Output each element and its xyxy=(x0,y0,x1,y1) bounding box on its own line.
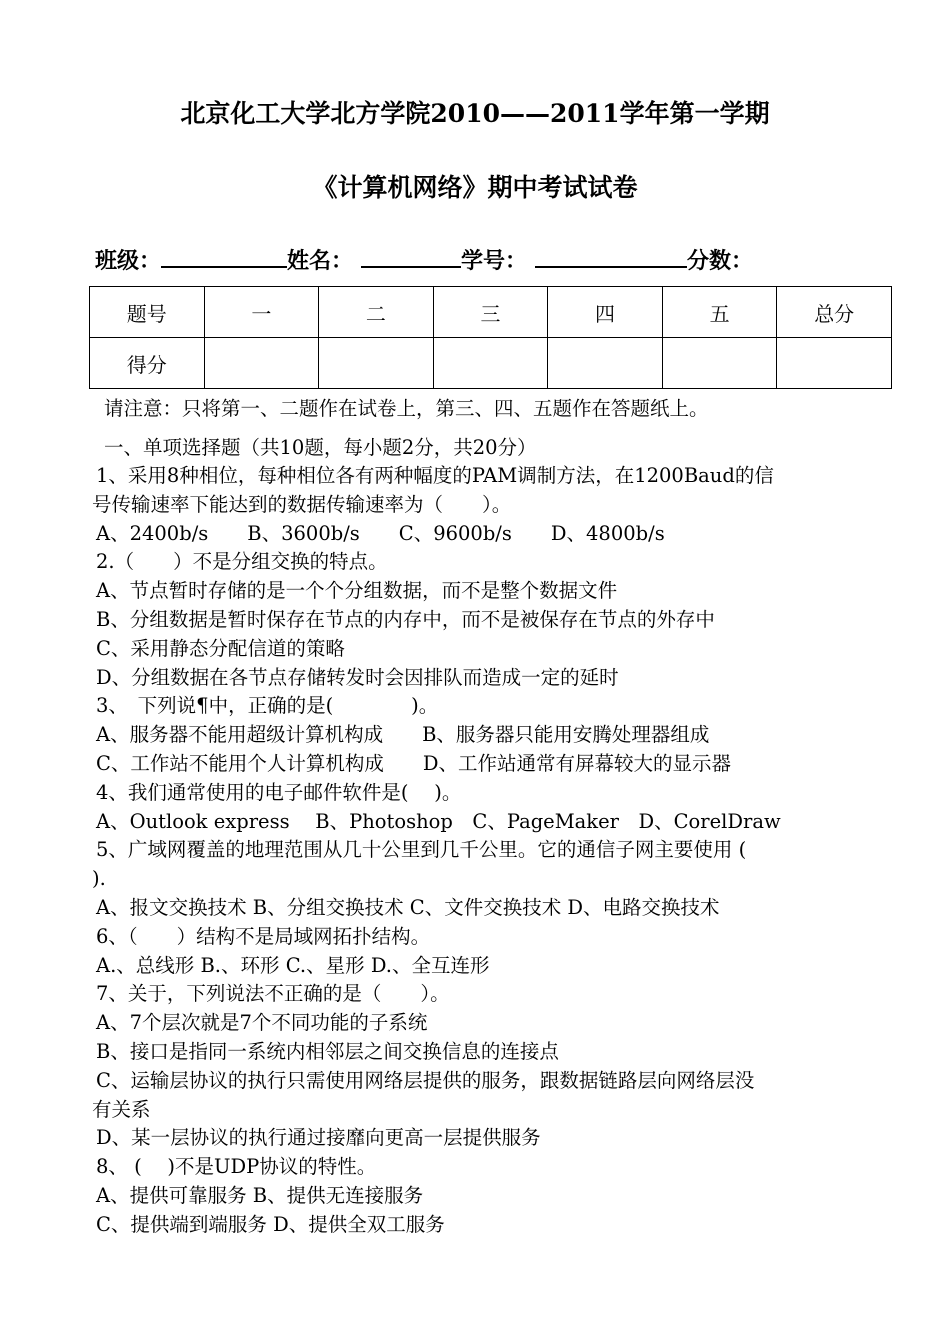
score-input-cell[interactable] xyxy=(662,338,777,389)
question-line: B、分组数据是暂时保存在节点的内存中，而不是被保存在节点的外存中 xyxy=(96,608,715,631)
question-line: A.、总线形 B.、环形 C.、星形 D.、全互连形 xyxy=(96,953,490,977)
score-table-cell: 题号 xyxy=(90,287,205,338)
question-line: D、分组数据在各节点存储转发时会因排队而造成一定的延时 xyxy=(96,665,619,689)
question-line: 2.（ ）不是分组交换的特点。 xyxy=(96,550,388,574)
exam-title-line1: 北京化工大学北方学院2010——2011学年第一学期 xyxy=(180,99,770,128)
score-input-cell[interactable] xyxy=(433,338,548,389)
question-line: 1、采用8种相位，每种相位各有两种幅度的PAM调制方法，在1200Baud的信 xyxy=(96,464,774,487)
name-blank[interactable] xyxy=(361,244,461,268)
question-line: C、工作站不能用个人计算机构成 D、工作站通常有屏幕较大的显示器 xyxy=(96,752,732,775)
student-id-label: 学号： xyxy=(461,248,528,274)
question-line: A、报文交换技术 B、分组交换技术 C、文件交换技术 D、电路交换技术 xyxy=(96,896,720,919)
score-table-cell: 总分 xyxy=(777,287,892,338)
question-line: 有关系 xyxy=(92,1097,151,1121)
student-id-blank[interactable] xyxy=(535,244,687,268)
question-line: 4、我们通常使用的电子邮件软件是( )。 xyxy=(96,780,462,804)
exam-title-line2: 《计算机网络》期中考试试卷 xyxy=(312,173,638,202)
question-line: 7、关于，下列说法不正确的是（ ）。 xyxy=(96,982,450,1006)
question-line: A、提供可靠服务 B、提供无连接服务 xyxy=(96,1184,424,1207)
question-line: 5、广域网覆盖的地理范围从几十公里到几千公里。它的通信子网主要使用 ( xyxy=(96,838,747,862)
question-line: C、运输层协议的执行只需使用网络层提供的服务，跟数据链路层向网络层没 xyxy=(96,1068,755,1092)
question-line: 6、（ ）结构不是局域网拓扑结构。 xyxy=(96,924,431,948)
score-table-cell: 一 xyxy=(204,287,319,338)
question-line: C、采用静态分配信道的策略 xyxy=(96,636,345,660)
score-input-cell[interactable] xyxy=(204,338,319,389)
score-table-cell: 得分 xyxy=(90,338,205,389)
score-table-cell: 二 xyxy=(319,287,434,338)
score-table-header-row xyxy=(90,287,892,338)
score-table-cell: 五 xyxy=(662,287,777,338)
question-line: ). xyxy=(92,867,106,891)
notice-text: 请注意：只将第一、二题作在试卷上，第三、四、五题作在答题纸上。 xyxy=(104,397,709,420)
question-line: 号传输速率下能达到的数据传输速率为（ ）。 xyxy=(92,492,512,516)
score-input-cell[interactable] xyxy=(777,338,892,389)
question-line: B、接口是指同一系统内相邻层之间交换信息的连接点 xyxy=(96,1040,559,1063)
class-label: 班级： xyxy=(95,248,162,274)
score-table xyxy=(89,286,892,389)
student-info-row xyxy=(95,244,753,276)
question-line: 3、 下列说¶中，正确的是( )。 xyxy=(96,694,439,718)
score-table-cell: 四 xyxy=(548,287,663,338)
question-line: A、2400b/s B、3600b/s C、9600b/s D、4800b/s xyxy=(96,521,665,545)
question-line: C、提供端到端服务 D、提供全双工服务 xyxy=(96,1212,445,1236)
question-line: A、节点暂时存储的是一个个分组数据，而不是整个数据文件 xyxy=(96,579,618,603)
score-table-cell: 三 xyxy=(433,287,548,338)
question-line: A、7个层次就是7个不同功能的子系统 xyxy=(96,1011,428,1035)
question-line: 8、 ( )不是UDP协议的特性。 xyxy=(96,1155,377,1179)
score-table-score-row xyxy=(90,338,892,389)
section-heading: 一、单项选择题（共10题，每小题2分，共20分） xyxy=(104,436,537,459)
class-blank[interactable] xyxy=(161,244,287,268)
question-line: A、Outlook express B、Photoshop C、PageMaker D、CorelDraw xyxy=(96,809,781,833)
score-input-cell[interactable] xyxy=(319,338,434,389)
score-label: 分数： xyxy=(687,248,754,274)
question-line: D、某一层协议的执行通过接靡向更高一层提供服务 xyxy=(96,1126,541,1150)
question-line: A、服务器不能用超级计算机构成 B、服务器只能用安腾处理器组成 xyxy=(96,723,710,747)
name-label: 姓名： xyxy=(287,248,354,274)
score-input-cell[interactable] xyxy=(548,338,663,389)
